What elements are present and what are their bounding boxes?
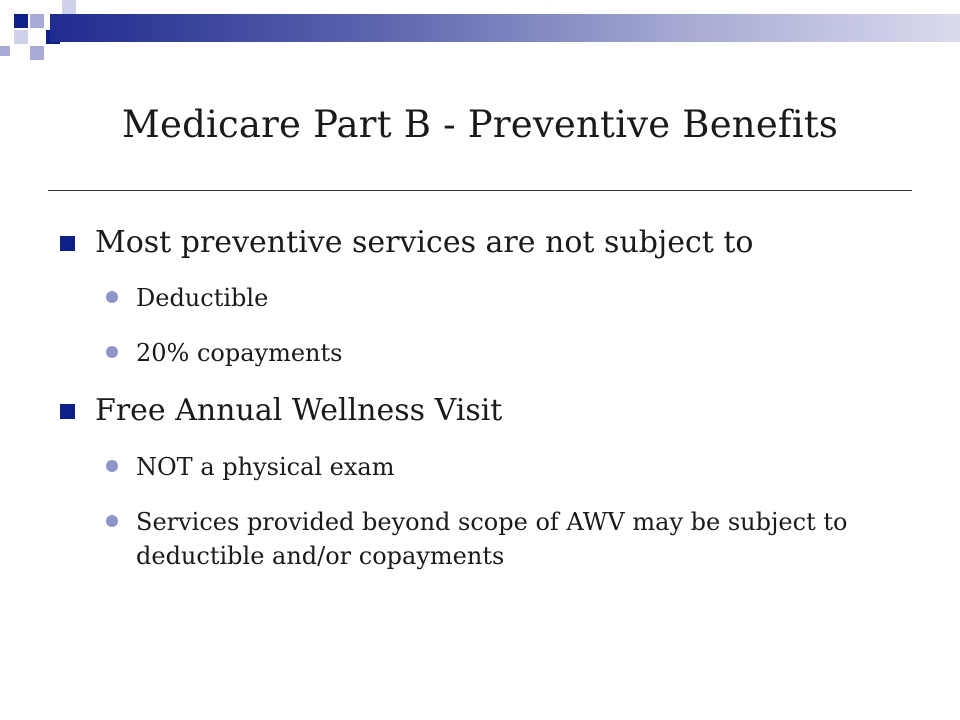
circle-bullet-icon	[106, 515, 118, 527]
sub-bullet-item	[106, 450, 906, 484]
sub-bullet-item	[106, 505, 906, 573]
sub-bullet-text: 20% copayments	[136, 339, 343, 367]
corner-square-decoration	[30, 14, 44, 28]
sub-bullet-text: Deductible	[136, 284, 269, 312]
sub-bullet-item	[106, 336, 906, 370]
square-bullet-icon	[60, 404, 75, 419]
bullet-item	[60, 225, 920, 261]
sub-bullet-text: Services provided beyond scope of AWV may be subject to deductible and/or copayments	[136, 508, 848, 570]
sub-bullet-text: NOT a physical exam	[136, 453, 395, 481]
circle-bullet-icon	[106, 291, 118, 303]
title-divider	[48, 190, 912, 191]
bullet-text: Free Annual Wellness Visit	[95, 393, 503, 428]
corner-square-decoration	[30, 46, 44, 60]
corner-square-decoration	[62, 0, 76, 14]
circle-bullet-icon	[106, 460, 118, 472]
bullet-item	[60, 393, 920, 429]
circle-bullet-icon	[106, 346, 118, 358]
corner-square-decoration	[14, 14, 28, 28]
square-bullet-icon	[60, 236, 75, 251]
header-gradient-band	[50, 14, 960, 42]
bullet-text: Most preventive services are not subject to	[95, 225, 754, 260]
corner-square-decoration	[0, 46, 10, 56]
corner-square-decoration	[14, 30, 28, 44]
slide-title: Medicare Part B - Preventive Benefits	[121, 103, 839, 146]
sub-bullet-item	[106, 281, 906, 315]
